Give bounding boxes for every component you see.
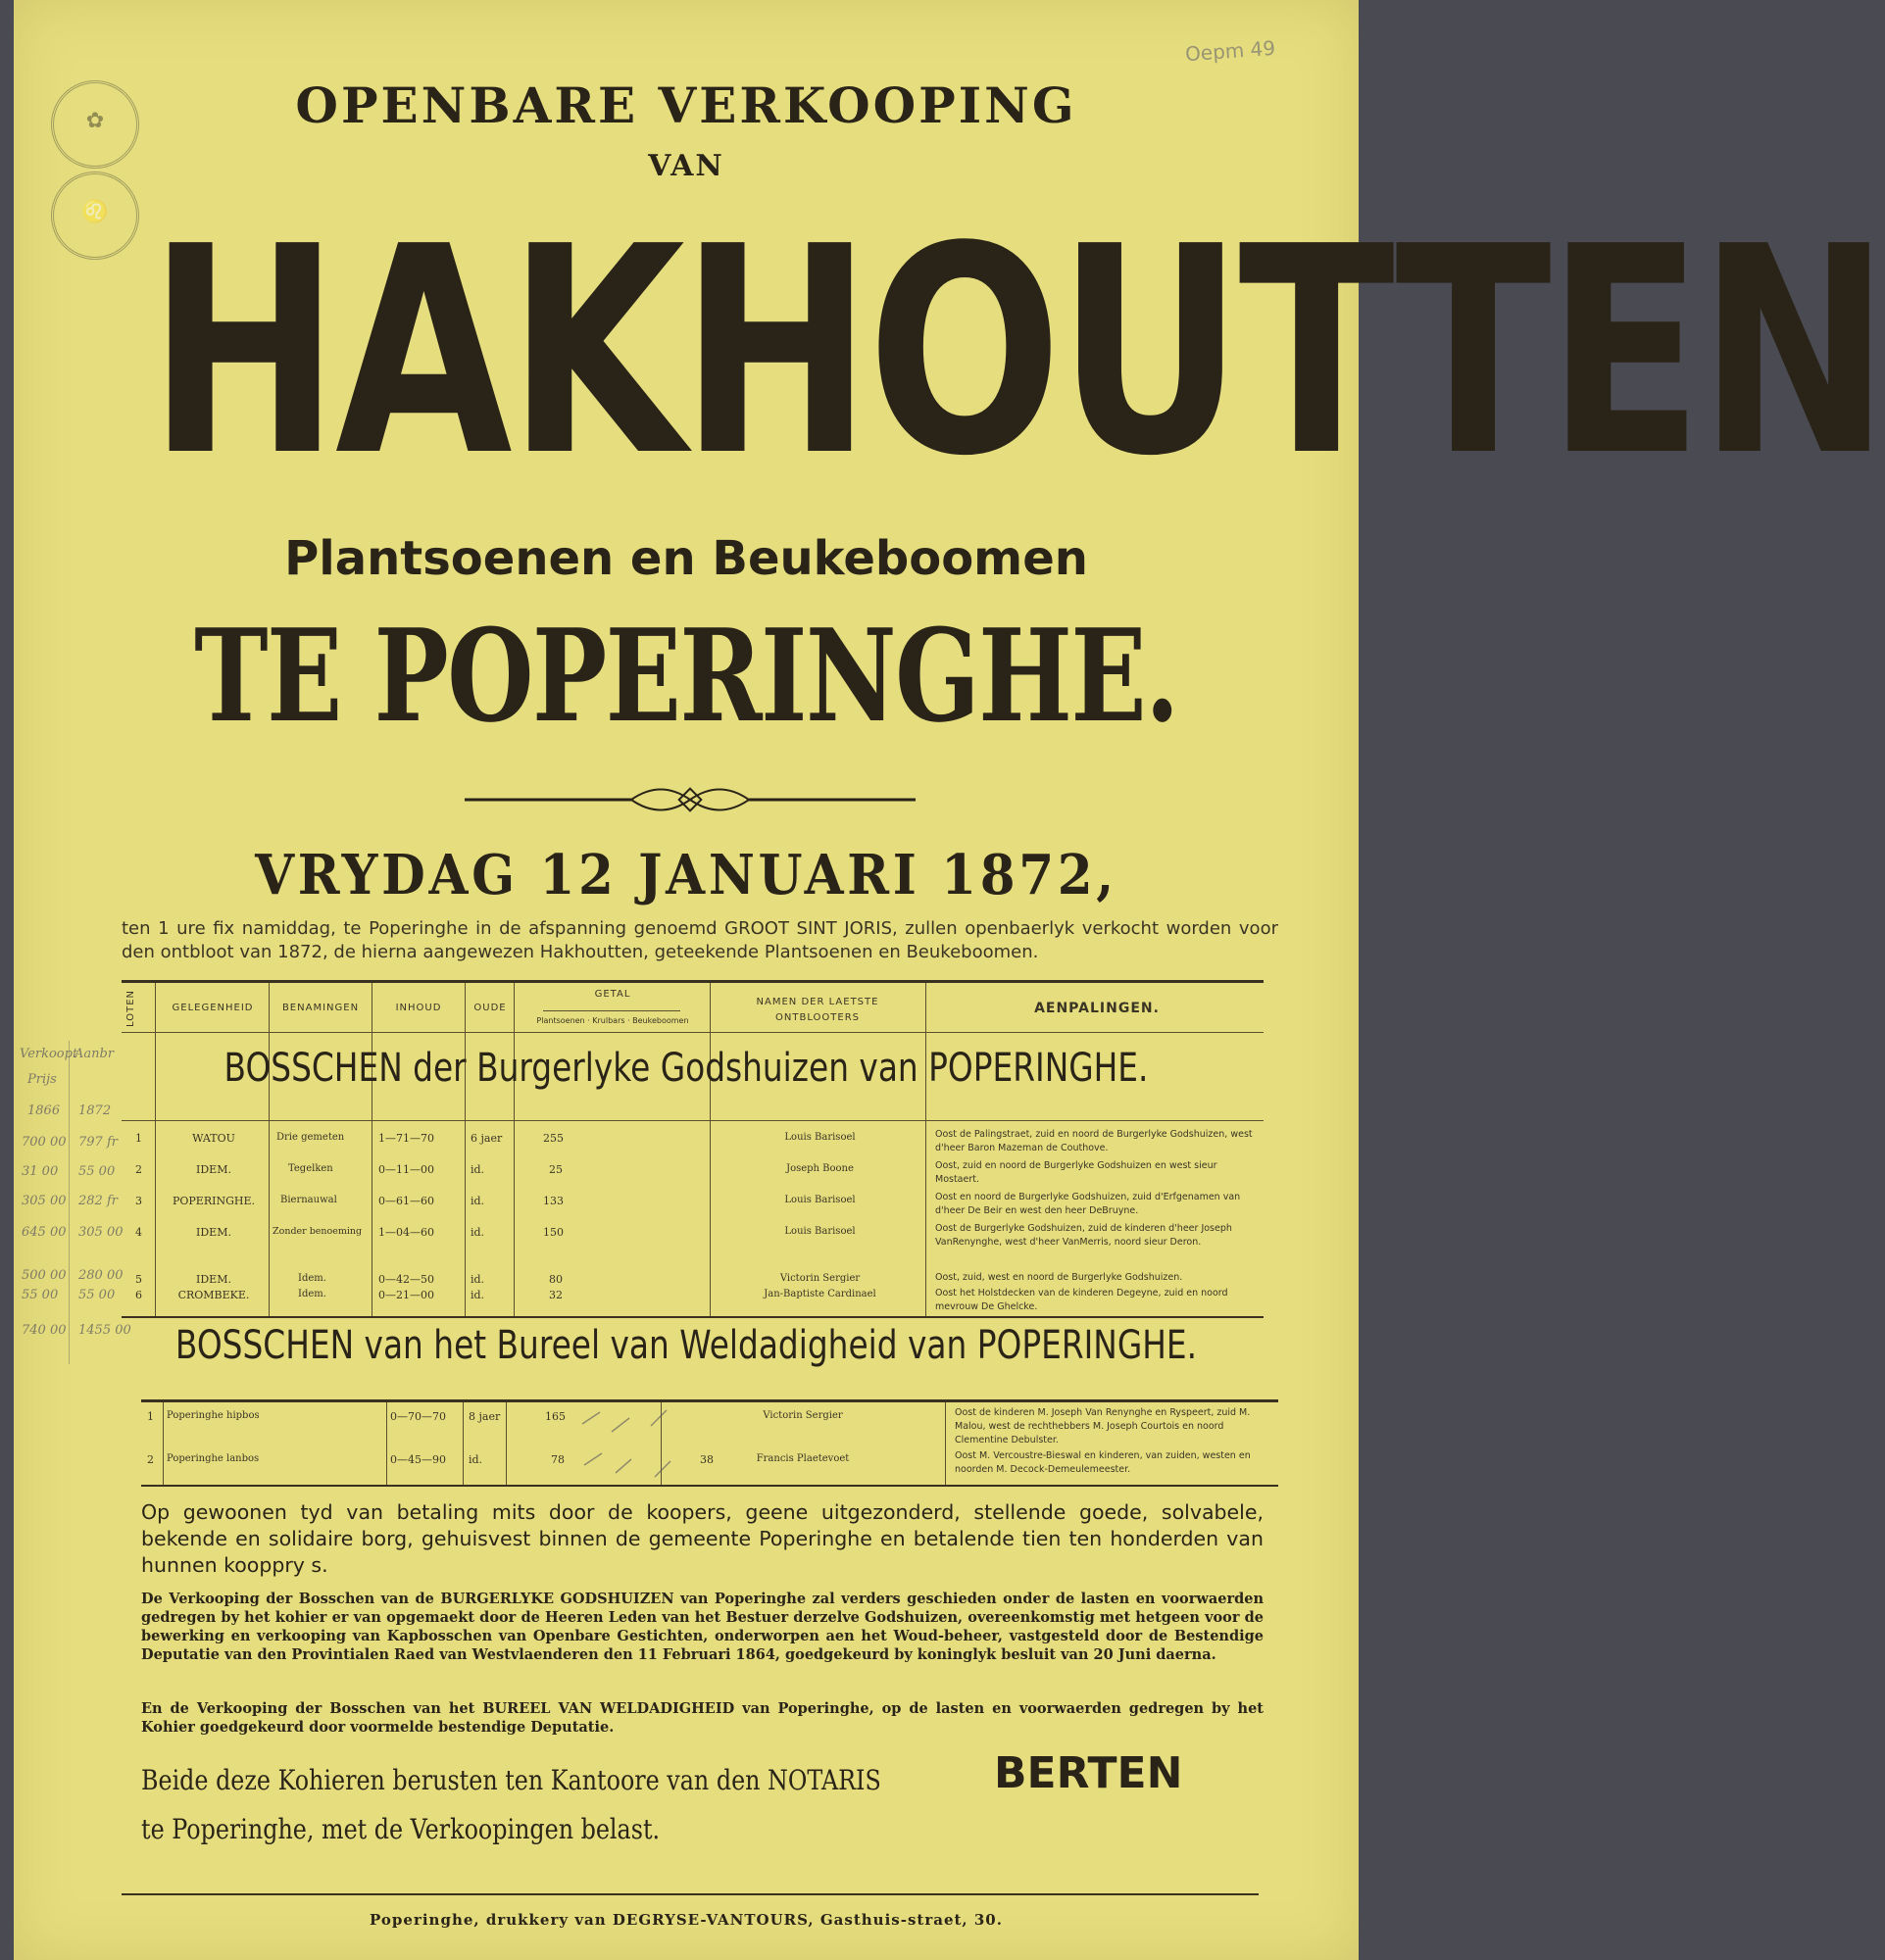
cell-ontblooter: Joseph Boone xyxy=(786,1163,854,1174)
cell-oude: id. xyxy=(471,1289,485,1301)
hand-margin-line xyxy=(69,1041,70,1364)
cell-oude: id. xyxy=(471,1226,485,1239)
conditions-godshuizen: De Verkooping der Bosschen van de BURGERLYKE GODSHUIZEN van Poperinghe zal verders geschieden onder de lasten en voorwaerden gedregen by het kohier er van opgemaekt door de Heeren Leden van het Bestuer derzelve Godshuizen, overeenkomstig met hetgeen voor de bewerking en verkooping van Kapbosschen van Openbare Gestichten, onderworpen aen het Woud-beheer, vastgesteld door de Bestendige Deputatie van den Provintialen Raed van Westvlaenderen den 11 Februari 1864, goedgekeurd by koninglyk besluit van 20 Juni daerna. xyxy=(141,1591,1264,1663)
cell-benaming: Idem. xyxy=(298,1273,326,1284)
bottom-rule xyxy=(122,1893,1259,1895)
header-loten: LOTEN xyxy=(125,990,136,1027)
header-inhoud: INHOUD xyxy=(395,1003,442,1013)
hand-note: Verkoopt xyxy=(20,1047,78,1061)
cell-aenpaling: Oost M. Vercoustre-Bieswal en kinderen, van zuiden, westen en noorden M. Decock-Demeulemeester. xyxy=(955,1450,1251,1475)
cell-getal: 78 xyxy=(551,1453,565,1466)
printer-imprint: Poperinghe, drukkery van DEGRYSE-VANTOURS, Gasthuis-straet, 30. xyxy=(370,1911,1003,1929)
cell-lot: 2 xyxy=(135,1163,142,1176)
place-heading: TE POPERINGHE. xyxy=(194,601,1178,751)
cell-lot: 1 xyxy=(135,1132,142,1145)
cell-getal: 32 xyxy=(549,1289,563,1301)
col-divider xyxy=(163,1402,164,1485)
cell-getal-extra: 38 xyxy=(700,1453,714,1466)
table-weldadigheid xyxy=(141,1399,1278,1487)
cell-lot: 4 xyxy=(135,1226,142,1239)
hand-note: 31 00 xyxy=(22,1164,59,1179)
cell-benaming: Biernauwal xyxy=(280,1195,337,1205)
cell-aenpaling: Oost het Holstdecken van de kinderen Degeyne, zuid en noord mevrouw De Ghelcke. xyxy=(935,1288,1228,1312)
cell-ontblooter: Louis Barisoel xyxy=(784,1195,856,1205)
cell-inhoud: 1—04—60 xyxy=(378,1226,434,1239)
header-benamingen: BENAMINGEN xyxy=(281,1003,360,1013)
hand-note: 1455 00 xyxy=(78,1323,131,1338)
cell-aenpaling: Oost de kinderen M. Joseph Van Renynghe en Ryspeert, zuid M. Malou, west de rechthebbers M. Joseph Courtois en noord Clementine Debulster. xyxy=(955,1407,1251,1446)
header-rule xyxy=(122,1032,1264,1033)
cell-ontblooter: Victorin Sergier xyxy=(763,1410,843,1421)
poster-sheet xyxy=(14,0,1885,1960)
cell-gelegenheid: IDEM. xyxy=(196,1226,231,1239)
cell-benaming: Zonder benoeming xyxy=(273,1226,363,1237)
heading-van: VAN xyxy=(648,149,724,183)
col-divider xyxy=(155,983,156,1316)
cell-oude: id. xyxy=(471,1163,485,1176)
section-title-godshuizen: BOSSCHEN der Burgerlyke Godshuizen van POPERINGHE. xyxy=(223,1046,1149,1091)
cell-gelegenheid: Poperinghe hipbos xyxy=(167,1410,260,1421)
cell-oude: 6 jaer xyxy=(471,1132,503,1145)
notary-name: BERTEN xyxy=(994,1748,1183,1798)
header-getal-sub: Plantsoenen · Krulbars · Beukeboomen xyxy=(536,1016,689,1025)
cell-gelegenheid: WATOU xyxy=(192,1132,235,1145)
cell-gelegenheid: IDEM. xyxy=(196,1163,231,1176)
cell-aenpaling: Oost en noord de Burgerlyke Godshuizen, zuid d'Erfgenamen van d'heer De Beir en west den heer DeBruyne. xyxy=(935,1192,1241,1216)
header-namen: NAMEN DER LAETSTE ONTBLOOTERS xyxy=(756,997,879,1023)
conditions-weldadigheid: En de Verkooping der Bosschen van het BUREEL VAN WELDADIGHEID van Poperinghe, op de lasten en voorwaerden gedregen by het Kohier goedgekeurd door voormelde bestendige Deputatie. xyxy=(141,1700,1264,1736)
table-godshuizen xyxy=(122,980,1264,1318)
stamp-seal-lion xyxy=(51,172,139,260)
cell-aenpaling: Oost de Palingstraet, zuid en noord de Burgerlyke Godshuizen, west d'heer Baron Mazeman de Couthove. xyxy=(935,1129,1253,1153)
cell-inhoud: 0—42—50 xyxy=(378,1273,434,1286)
cell-aenpaling: Oost de Burgerlyke Godshuizen, zuid de kinderen d'heer Joseph VanRenynghe, west d'heer VanMerris, noord sieur Deron. xyxy=(935,1223,1232,1248)
cell-ontblooter: Louis Barisoel xyxy=(784,1226,856,1237)
notary-line-1: Beide deze Kohieren berusten ten Kantoore van den NOTARIS xyxy=(141,1764,881,1796)
hand-note: 740 00 xyxy=(22,1323,67,1338)
lion-icon: ♌ xyxy=(81,200,109,224)
ornament-divider xyxy=(465,780,916,819)
heading-openbare-verkooping: OPENBARE VERKOOPING xyxy=(295,76,1077,134)
cell-oude: id. xyxy=(471,1195,485,1207)
cell-benaming: Idem. xyxy=(298,1289,326,1299)
cell-inhoud: 0—21—00 xyxy=(378,1289,434,1301)
hand-note: 280 00 xyxy=(78,1268,124,1283)
hand-note: Prijs xyxy=(27,1072,57,1087)
cell-oude: id. xyxy=(469,1453,483,1466)
cell-ontblooter: Francis Plaetevoet xyxy=(756,1453,850,1464)
col-divider xyxy=(465,983,466,1316)
cell-inhoud: 0—61—60 xyxy=(378,1195,434,1207)
main-title: HAKHOUTTEN xyxy=(148,185,1885,518)
section-title-weldadigheid: BOSSCHEN van het Bureel van Weldadigheid van POPERINGHE. xyxy=(174,1323,1198,1368)
cell-ontblooter: Victorin Sergier xyxy=(779,1273,861,1284)
notary-line-2: te Poperinghe, met de Verkoopingen belast. xyxy=(141,1813,661,1845)
header-aenpalingen: AENPALINGEN. xyxy=(1034,1001,1160,1016)
cell-gelegenheid: CROMBEKE. xyxy=(177,1289,250,1301)
hand-note: 55 00 xyxy=(78,1164,116,1179)
cell-aenpaling: Oost, zuid en noord de Burgerlyke Godshuizen en west sieur Mostaert. xyxy=(935,1160,1217,1185)
hand-note: 500 00 xyxy=(22,1268,67,1283)
cell-gelegenheid: Poperinghe lanbos xyxy=(167,1453,260,1464)
cell-oude: 8 jaer xyxy=(469,1410,501,1423)
cell-ontblooter: Jan-Baptiste Cardinael xyxy=(764,1289,876,1299)
hand-note: 1872 xyxy=(78,1103,112,1118)
sale-date: VRYDAG 12 JANUARI 1872, xyxy=(255,843,1117,907)
col-divider xyxy=(945,1402,946,1485)
cell-inhoud: 0—70—70 xyxy=(390,1410,446,1423)
cell-getal: 165 xyxy=(545,1410,566,1423)
cell-oude: id. xyxy=(471,1273,485,1286)
hand-note: 282 fr xyxy=(78,1194,118,1208)
pencil-annotation: Oepm 49 xyxy=(1184,35,1276,67)
hand-note: Aanbr xyxy=(74,1047,115,1061)
cell-getal: 150 xyxy=(543,1226,564,1239)
cell-aenpaling: Oost, zuid, west en noord de Burgerlyke Godshuizen. xyxy=(935,1272,1183,1283)
col-divider xyxy=(506,1402,507,1485)
intro-text: ten 1 ure fix namiddag, te Poperinghe in de afspanning genoemd GROOT SINT JORIS, zullen openbaerlyk verkocht worden voor den ontbloot van 1872, de hierna aangewezen Hakhoutten, geteekende Plantsoenen en Beukeboomen. xyxy=(122,918,1278,962)
col-divider xyxy=(386,1402,387,1485)
getal-rule xyxy=(543,1010,680,1011)
cell-lot: 3 xyxy=(135,1195,142,1207)
col-divider xyxy=(514,983,515,1316)
cell-getal: 133 xyxy=(543,1195,564,1207)
col-divider xyxy=(925,983,926,1316)
cell-lot: 1 xyxy=(147,1410,154,1423)
cell-benaming: Drie gemeten xyxy=(276,1132,345,1143)
hand-note: 1866 xyxy=(27,1103,61,1118)
subtitle: Plantsoenen en Beukeboomen xyxy=(284,531,1088,586)
cell-getal: 255 xyxy=(543,1132,564,1145)
seal-mark: ✿ xyxy=(85,109,105,133)
cell-getal: 25 xyxy=(549,1163,563,1176)
col-divider xyxy=(710,983,711,1316)
cell-lot: 6 xyxy=(135,1289,142,1301)
header-getal: GETAL xyxy=(594,989,631,1000)
cell-inhoud: 0—45—90 xyxy=(390,1453,446,1466)
cell-inhoud: 1—71—70 xyxy=(378,1132,434,1145)
payment-terms: Op gewoonen tyd van betaling mits door de koopers, geene uitgezonderd, stellende goede, solvabele, bekende en solidaire borg, gehuisvest binnen de gemeente Poperinghe en betalende tien ten honderden van hunnen kooppry s. xyxy=(141,1500,1264,1577)
cell-benaming: Tegelken xyxy=(288,1163,333,1174)
cell-lot: 2 xyxy=(147,1453,154,1466)
header-oude: OUDE xyxy=(473,1003,507,1013)
cell-gelegenheid: POPERINGHE. xyxy=(172,1195,255,1207)
hand-note: 305 00 xyxy=(22,1194,67,1208)
cell-getal: 80 xyxy=(549,1273,563,1286)
cell-gelegenheid: IDEM. xyxy=(196,1273,231,1286)
hand-note: 700 00 xyxy=(22,1135,67,1150)
cell-ontblooter: Louis Barisoel xyxy=(784,1132,856,1143)
cell-lot: 5 xyxy=(135,1273,142,1286)
cell-inhoud: 0—11—00 xyxy=(378,1163,434,1176)
section-rule xyxy=(122,1120,1264,1121)
col-divider xyxy=(269,983,270,1316)
col-divider xyxy=(463,1402,464,1485)
hand-note: 305 00 xyxy=(78,1225,124,1240)
hand-note: 645 00 xyxy=(22,1225,67,1240)
hand-note: 55 00 xyxy=(22,1288,59,1302)
hand-note: 55 00 xyxy=(78,1288,116,1302)
pencil-strikes xyxy=(572,1404,690,1493)
header-gelegenheid: GELEGENHEID xyxy=(172,1003,254,1013)
hand-note: 797 fr xyxy=(78,1135,118,1150)
